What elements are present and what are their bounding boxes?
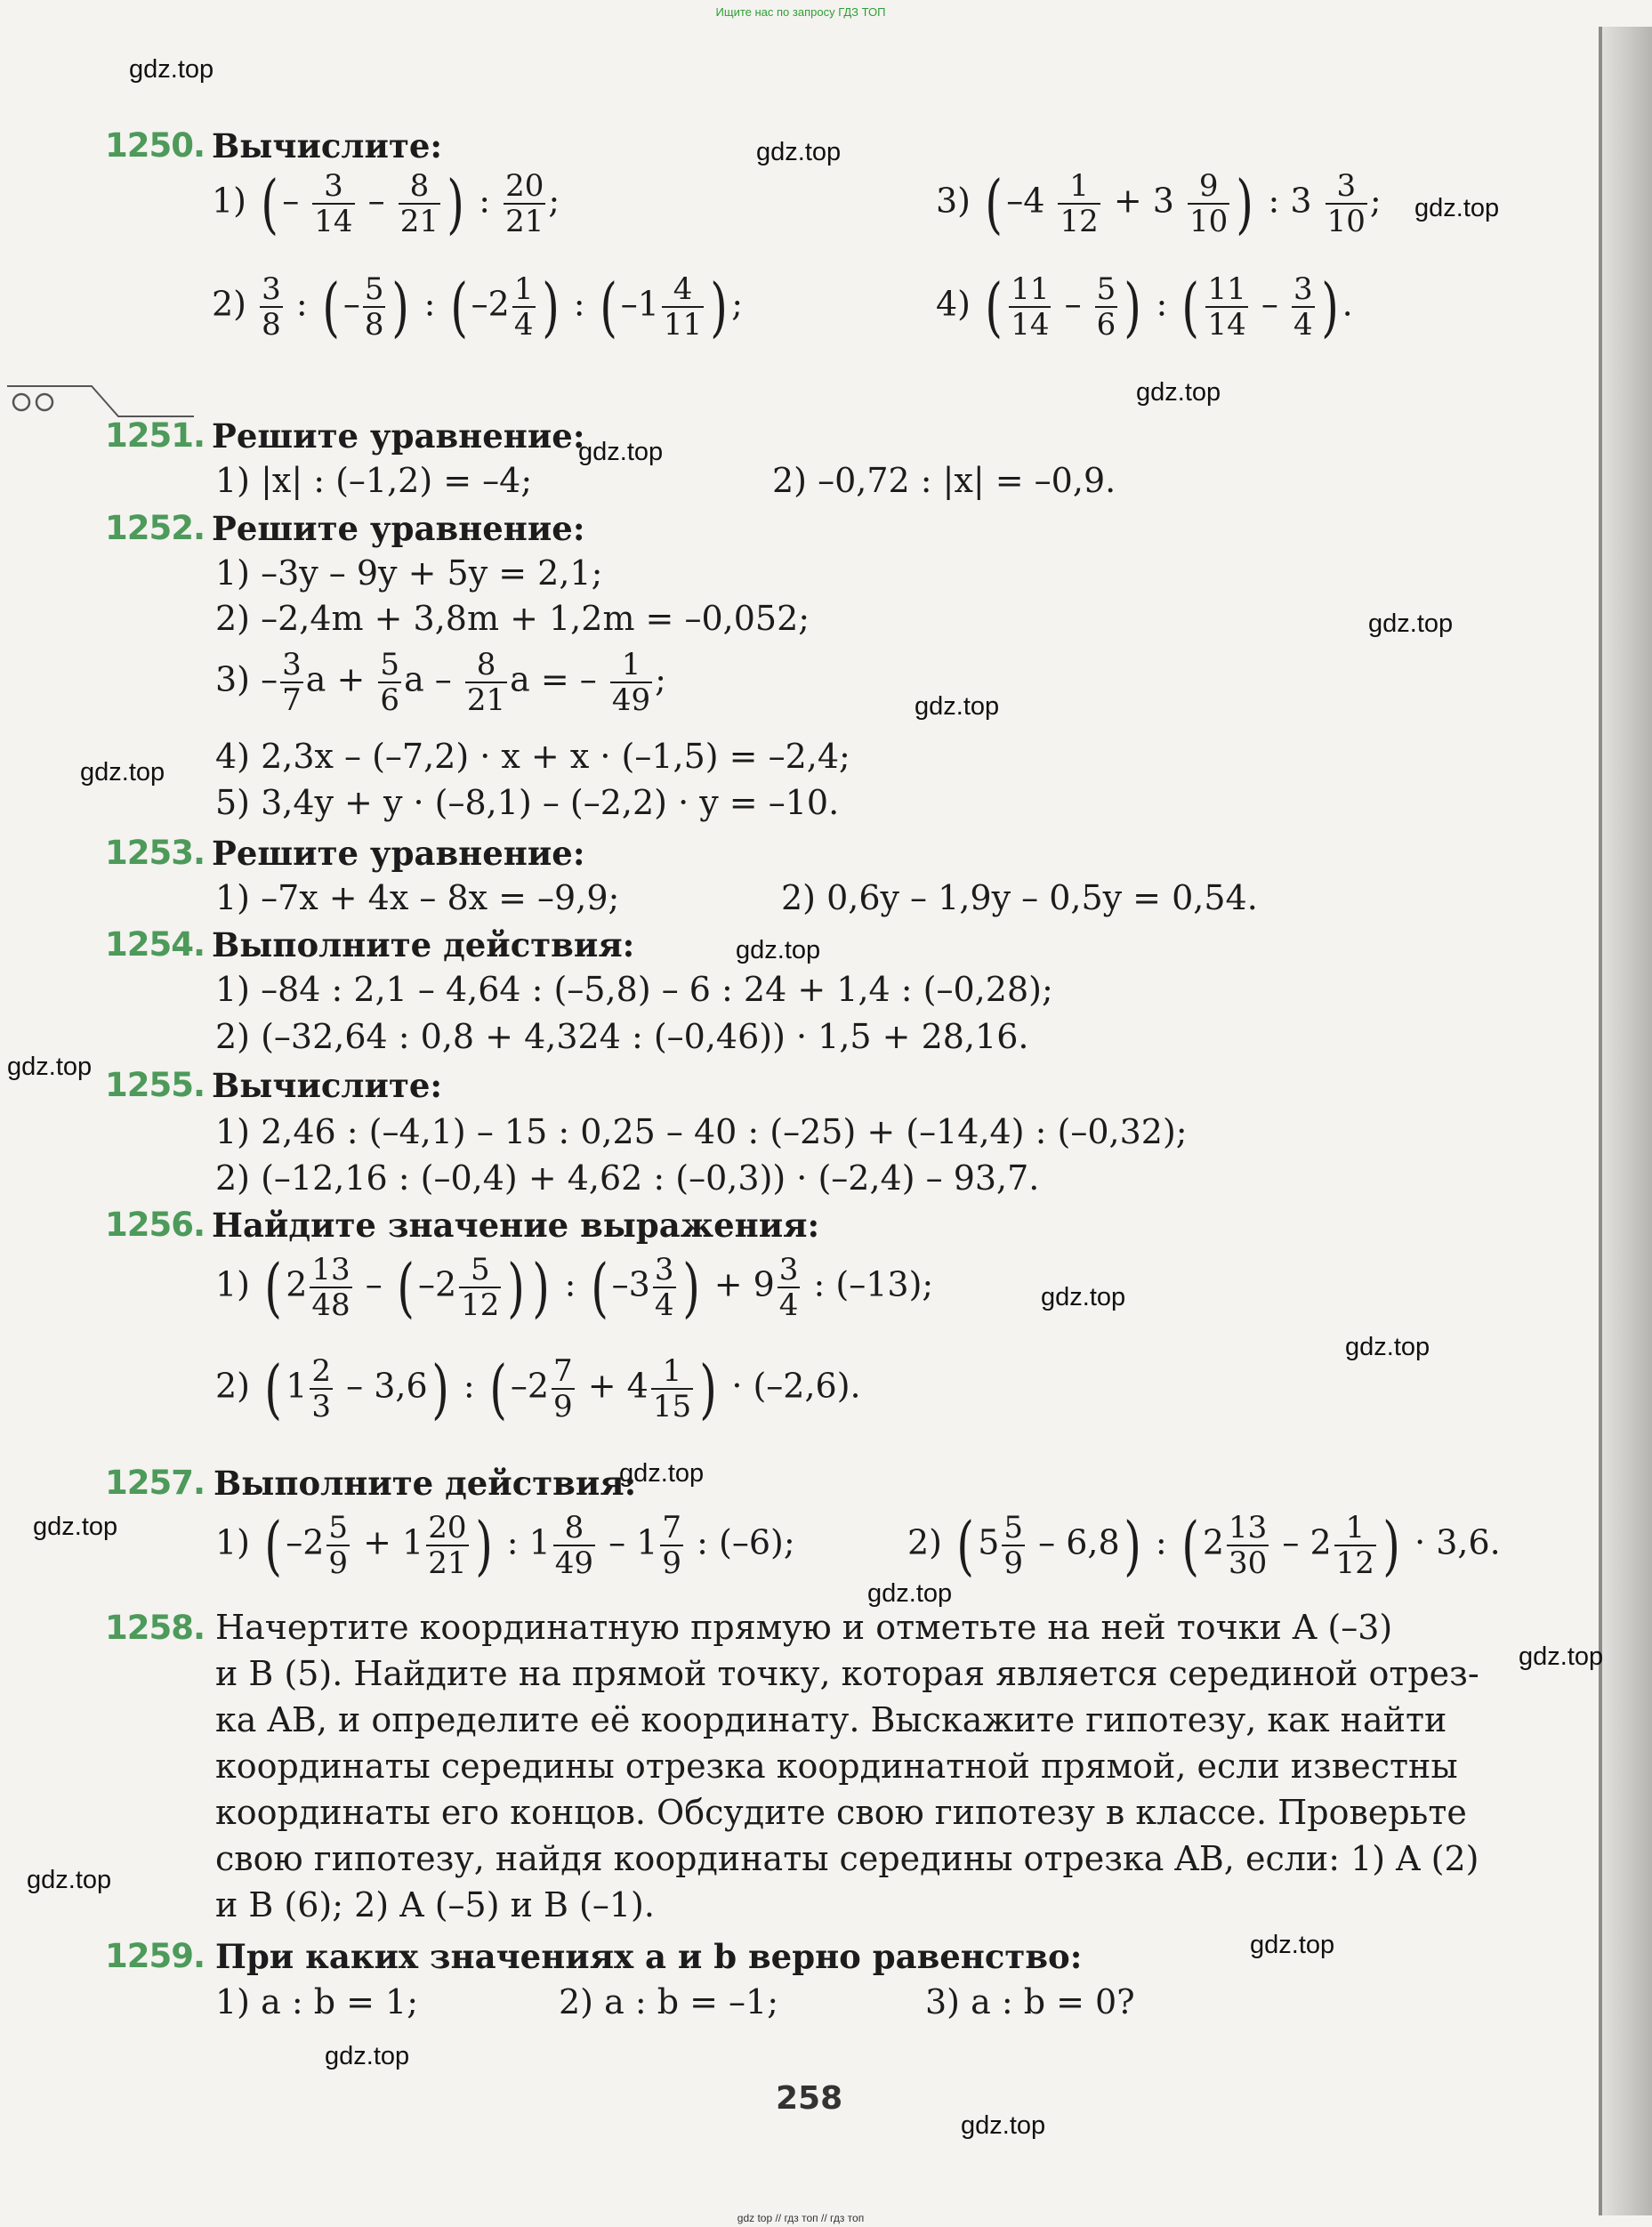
watermark: gdz.top — [961, 2111, 1046, 2140]
expr-1256-1: 1) ( 2 $\frac{13}{48}$ – ( –2 $\frac{5}{12}$ ) ) : ( –3 $\frac{3}{4}$ ) + 9 $\frac{3}{4}$ : (–13); — [215, 1250, 934, 1325]
equation: 2) a : b = –1; — [559, 1982, 778, 2021]
problem-number: 1254. — [105, 925, 205, 964]
problem-text-1258 — [215, 1604, 1514, 1928]
watermark: gdz.top — [1519, 1642, 1604, 1671]
text-line: и B (5). Найдите на прямой точку, которая является серединой отрез- — [215, 1654, 1479, 1693]
problem-title: Найдите значение выражения: — [212, 1206, 820, 1245]
difficulty-circles-icon — [7, 384, 194, 420]
page-edge-shadow — [1599, 27, 1652, 2215]
page-number: 258 — [776, 2080, 843, 2117]
problem-number: 1255. — [105, 1066, 205, 1104]
equation: 2) 0,6y – 1,9y – 0,5y = 0,54. — [781, 878, 1258, 917]
text-line: координаты середины отрезка координатной прямой, если известны — [215, 1747, 1458, 1786]
problem-title: При каких значениях a и b верно равенство: — [215, 1937, 1083, 1976]
watermark: gdz.top — [756, 138, 842, 166]
expr-1250-3: 3) ( –4 $\frac{1}{12}$ + 3 $\frac{9}{10}$ ) : 3 $\frac{3}{10}$ ; — [936, 166, 1382, 241]
watermark: gdz.top — [915, 692, 1000, 721]
problem-title: Вычислите: — [212, 1066, 443, 1105]
problem-title: Решите уравнение: — [212, 416, 585, 456]
expr-1257-1: 1) ( –2 $\frac{5}{9}$ + 1 $\frac{20}{21}$ ) : 1 $\frac{8}{49}$ – 1 $\frac{7}{9}$ : (–6); — [215, 1508, 795, 1583]
text-line: Начертите координатную прямую и отметьте на ней точки A (–3) — [215, 1608, 1393, 1647]
equation: 5) 3,4y + y · (–8,1) – (–2,2) · y = –10. — [215, 783, 840, 822]
expr-1250-1: 1) ( – $\frac{3}{14}$ – $\frac{8}{21}$ ) : $\frac{20}{21}$ ; — [212, 166, 560, 241]
problem-title: Вычислите: — [212, 126, 443, 165]
watermark: gdz.top — [619, 1459, 705, 1488]
expression: 1) 2,46 : (–4,1) – 15 : 0,25 – 40 : (–25) + (–14,4) : (–0,32); — [215, 1112, 1188, 1151]
problem-title: Выполните действия: — [214, 1464, 637, 1503]
problem-number: 1259. — [105, 1937, 205, 1975]
watermark: gdz.top — [80, 758, 165, 787]
watermark: gdz.top — [1345, 1333, 1430, 1361]
watermark: gdz.top — [1414, 194, 1500, 222]
watermark: gdz.top — [1041, 1283, 1126, 1311]
watermark: gdz.top — [27, 1866, 112, 1894]
watermark: gdz.top — [7, 1053, 93, 1081]
watermark: gdz.top — [1250, 1931, 1335, 1959]
problem-number: 1251. — [105, 416, 205, 455]
expr-1250-4: 4) ( $\frac{11}{14}$ – $\frac{5}{6}$ ) : ( $\frac{11}{14}$ – $\frac{3}{4}$ ) . — [936, 270, 1353, 344]
expr-1252-3: 3) – $\frac{3}{7}$ a + $\frac{5}{6}$ a – $\frac{8}{21}$ a = – $\frac{1}{49}$ ; — [215, 647, 666, 718]
watermark: gdz.top — [1368, 609, 1454, 638]
equation: 3) a : b = 0? — [925, 1982, 1135, 2021]
problem-number: 1257. — [105, 1464, 205, 1502]
watermark: gdz.top — [325, 2042, 410, 2070]
problem-number: 1256. — [105, 1206, 205, 1244]
expression: 2) (–12,16 : (–0,4) + 4,62 : (–0,3)) · (–2,4) – 93,7. — [215, 1158, 1040, 1198]
expr-1250-2: 2) $\frac{3}{8}$ : ( – $\frac{5}{8}$ ) : ( –2 $\frac{1}{4}$ ) : ( –1 $\frac{4}{11}$ ) ; — [212, 270, 744, 344]
watermark: gdz.top — [33, 1513, 118, 1541]
expression: 2) (–32,64 : 0,8 + 4,324 : (–0,46)) · 1,5 + 28,16. — [215, 1017, 1029, 1056]
problem-number: 1252. — [105, 509, 205, 547]
watermark: gdz.top — [578, 438, 664, 466]
equation: 1) –3y – 9y + 5y = 2,1; — [215, 553, 603, 593]
equation: 2) –2,4m + 3,8m + 1,2m = –0,052; — [215, 599, 810, 638]
watermark: gdz.top — [867, 1579, 953, 1608]
expr-1256-2: 2) ( 1 $\frac{2}{3}$ – 3,6) : ( –2 $\frac{7}{9}$ + 4 $\frac{1}{15}$ ) · (–2,6). — [215, 1352, 861, 1426]
equation: 1) –7x + 4x – 8x = –9,9; — [215, 878, 620, 917]
expr-1257-2: 2) ( 5 $\frac{5}{9}$ – 6,8) : ( 2 $\frac{13}{30}$ – 2 $\frac{1}{12}$ ) · 3,6. — [907, 1508, 1501, 1583]
page-edge-line — [1599, 27, 1602, 2215]
problem-title: Выполните действия: — [212, 925, 635, 964]
top-banner: Ищите нас по запросу ГДЗ ТОП — [715, 5, 886, 19]
equation: 1) |x| : (–1,2) = –4; — [215, 461, 533, 500]
watermark: gdz.top — [1136, 378, 1221, 407]
text-line: ка AB, и определите её координату. Выскажите гипотезу, как найти — [215, 1700, 1447, 1739]
equation: 1) a : b = 1; — [215, 1982, 418, 2021]
problem-title: Решите уравнение: — [212, 509, 585, 548]
text-line: свою гипотезу, найдя координаты середины отрезка AB, если: 1) A (2) — [215, 1839, 1479, 1878]
problem-number: 1258. — [105, 1609, 205, 1647]
equation: 4) 2,3x – (–7,2) · x + x · (–1,5) = –2,4; — [215, 737, 850, 776]
problem-title: Решите уравнение: — [212, 834, 585, 873]
watermark: gdz.top — [129, 55, 214, 84]
bottom-banner: gdz top // гдз топ // гдз топ — [737, 2212, 865, 2224]
equation: 2) –0,72 : |x| = –0,9. — [772, 461, 1116, 500]
expression: 1) –84 : 2,1 – 4,64 : (–5,8) – 6 : 24 + 1,4 : (–0,28); — [215, 970, 1053, 1009]
problem-number: 1253. — [105, 834, 205, 872]
text-line: и B (6); 2) A (–5) и B (–1). — [215, 1885, 655, 1924]
text-line: координаты его концов. Обсудите свою гипотезу в классе. Проверьте — [215, 1793, 1467, 1832]
watermark: gdz.top — [736, 936, 821, 964]
problem-number: 1250. — [105, 126, 205, 165]
